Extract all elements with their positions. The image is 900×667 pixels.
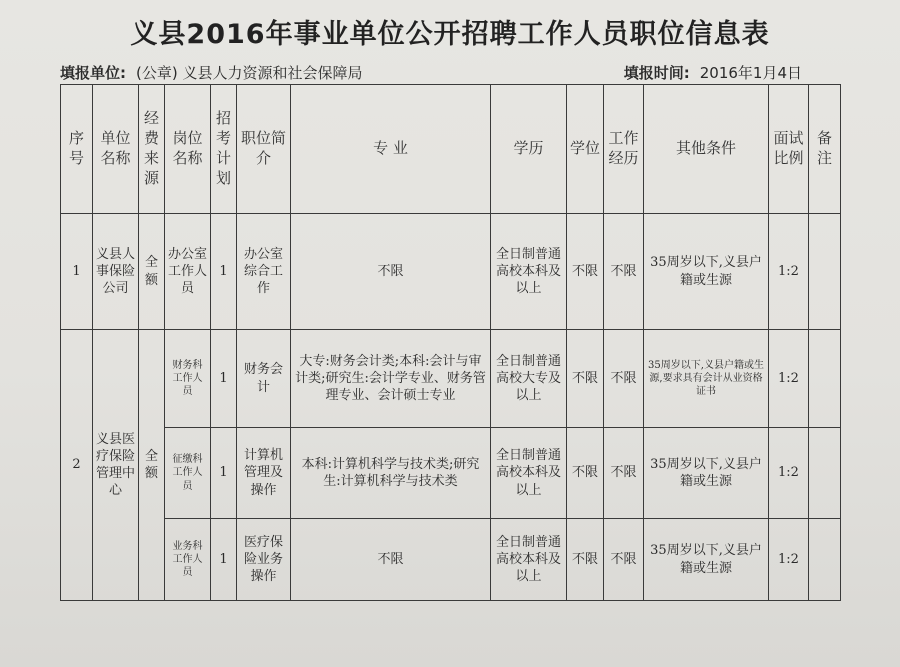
cell-intro: 医疗保险业务操作 [237,519,291,601]
cell-degree: 不限 [567,428,604,519]
cell-plan: 1 [211,519,237,601]
reporting-unit-label: 填报单位: [60,64,126,82]
cell-degree: 不限 [567,519,604,601]
cell-post-name: 财务科工作人员 [165,330,211,428]
cell-plan: 1 [211,330,237,428]
header-other: 其他条件 [644,85,769,214]
cell-funding: 全额 [139,214,165,330]
cell-post-name: 业务科工作人员 [165,519,211,601]
cell-intro: 办公室综合工作 [237,214,291,330]
cell-seq: 2 [61,330,93,601]
reporting-time-label: 填报时间: [623,64,690,82]
cell-education: 全日制普通高校本科及以上 [491,519,567,601]
cell-major: 大专:财务会计类;本科:会计与审计类;研究生:会计学专业、财务管理专业、会计硕士专业 [291,330,491,428]
cell-post-name: 征缴科工作人员 [165,428,211,519]
table-row [61,214,841,330]
cell-ratio: 1:2 [769,519,809,601]
cell-ratio: 1:2 [769,330,809,428]
header-plan: 招考计划 [211,85,237,214]
cell-remark [809,428,841,519]
cell-education: 全日制普通高校本科及以上 [491,428,567,519]
cell-experience: 不限 [604,330,644,428]
reporting-time [624,62,802,83]
header-post-name: 岗位名称 [165,85,211,214]
cell-other: 35周岁以下,义县户籍或生源 [644,214,769,330]
header-unit-name: 单位名称 [93,85,139,214]
cell-education: 全日制普通高校本科及以上 [491,214,567,330]
header-funding: 经费来源 [139,85,165,214]
cell-major: 不限 [291,214,491,330]
cell-major: 不限 [291,519,491,601]
cell-education: 全日制普通高校大专及以上 [491,330,567,428]
cell-remark [809,330,841,428]
cell-major: 本科:计算机科学与技术类;研究生:计算机科学与技术类 [291,428,491,519]
table-row [61,428,841,519]
cell-unit-name: 义县人事保险公司 [93,214,139,330]
cell-post-name: 办公室工作人员 [165,214,211,330]
header-experience: 工作经历 [604,85,644,214]
table-row [61,519,841,601]
document-title: 义县2016年事业单位公开招聘工作人员职位信息表 [130,19,770,50]
header-seq: 序号 [61,85,93,214]
cell-intro: 财务会计 [237,330,291,428]
header-intro: 职位简介 [237,85,291,214]
cell-remark [809,214,841,330]
header-education: 学历 [491,85,567,214]
cell-intro: 计算机管理及操作 [237,428,291,519]
cell-degree: 不限 [567,214,604,330]
cell-other: 35周岁以下,义县户籍或生源 [644,428,769,519]
cell-ratio: 1:2 [769,214,809,330]
cell-plan: 1 [211,214,237,330]
header-remark: 备注 [809,85,841,214]
cell-experience: 不限 [604,519,644,601]
cell-degree: 不限 [567,330,604,428]
cell-remark [809,519,841,601]
header-row [61,85,841,214]
cell-other: 35周岁以下,义县户籍或生源 [644,519,769,601]
header-degree: 学位 [567,85,604,214]
cell-experience: 不限 [604,428,644,519]
cell-plan: 1 [211,428,237,519]
cell-unit-name: 义县医疗保险管理中心 [93,330,139,601]
reporting-unit-value: (公章) 义县人力资源和社会保障局 [136,64,363,82]
table-row [61,330,841,428]
positions-table [60,84,841,601]
reporting-unit [60,62,362,83]
header-ratio: 面试比例 [769,85,809,214]
cell-seq: 1 [61,214,93,330]
cell-experience: 不限 [604,214,644,330]
cell-other: 35周岁以下,义县户籍或生源,要求具有会计从业资格证书 [644,330,769,428]
cell-ratio: 1:2 [769,428,809,519]
cell-funding: 全额 [139,330,165,601]
header-major: 专 业 [291,85,491,214]
reporting-time-value: 2016年1月4日 [699,64,802,82]
